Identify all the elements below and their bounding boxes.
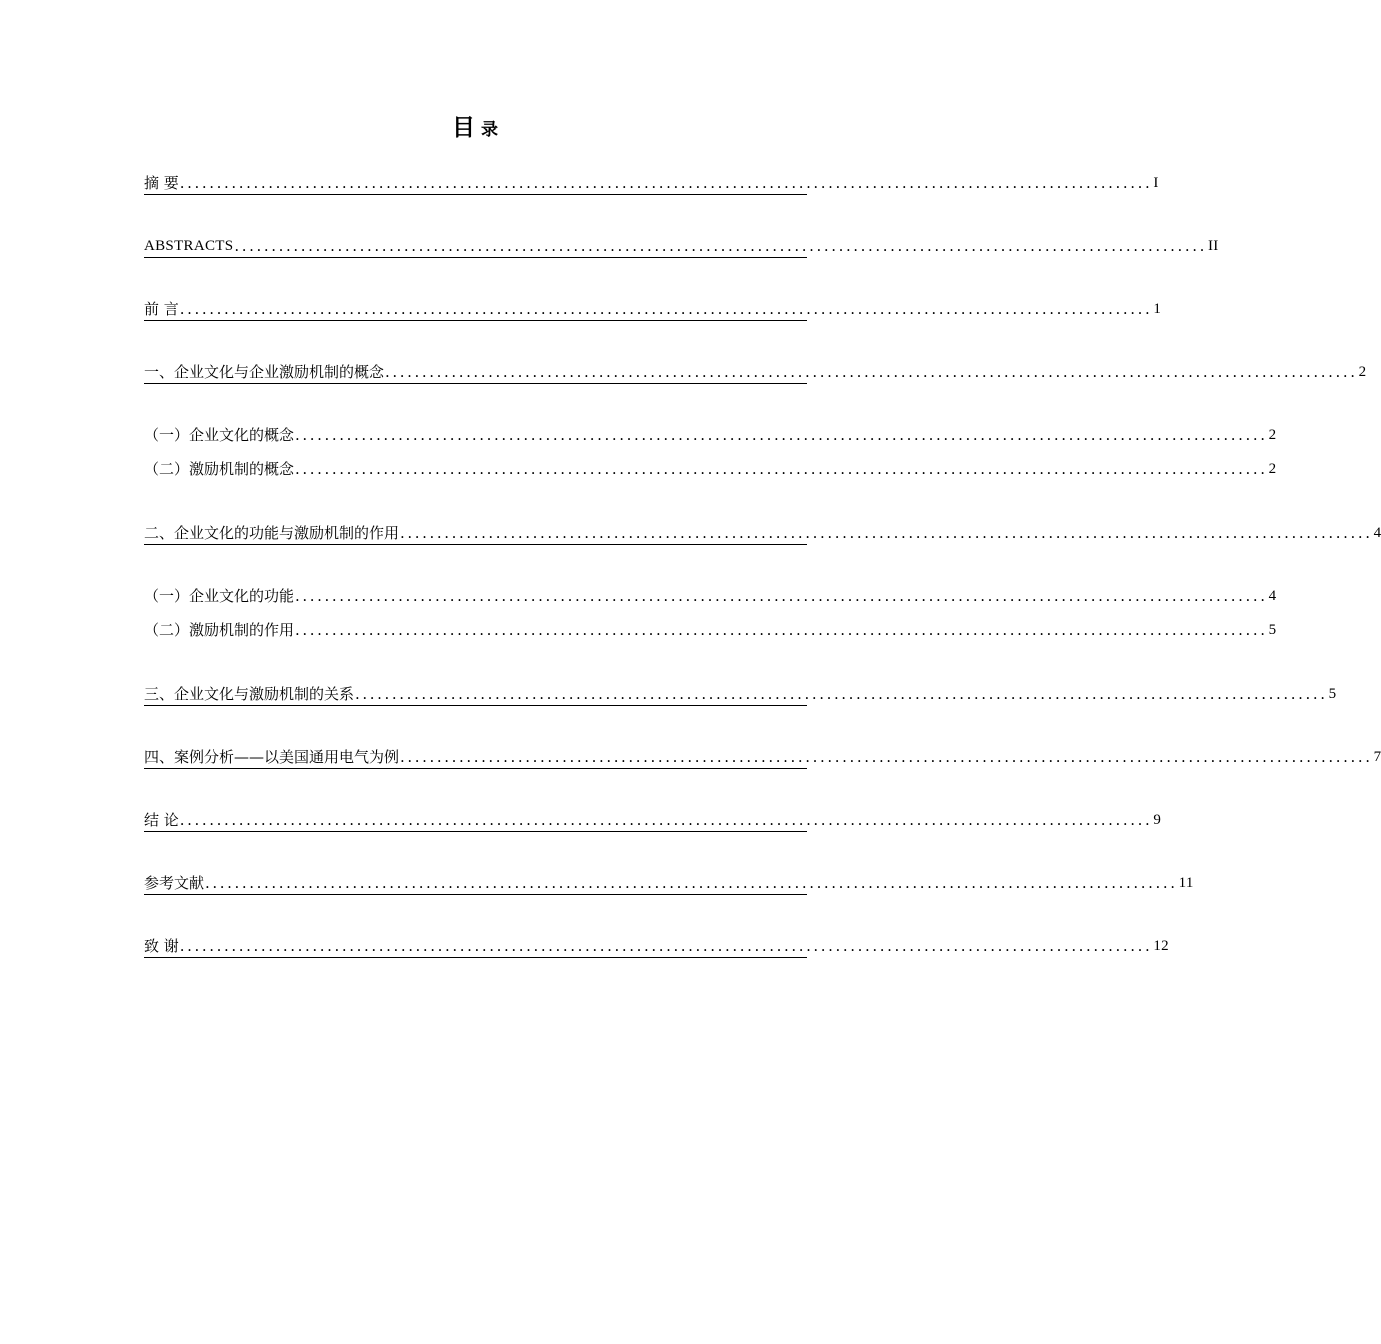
toc-entry-label: （二）激励机制的概念	[144, 460, 295, 478]
toc-leader-dots: ....................................................................................................................................	[295, 426, 1268, 444]
toc-page-number: 5	[1328, 686, 1337, 702]
toc-leader-dots: ....................................................................................................................................	[295, 621, 1268, 639]
toc-entry-section-2-2[interactable]	[144, 619, 1277, 641]
toc-page-number: 2	[1268, 461, 1277, 477]
toc-page-number: 4	[1373, 525, 1381, 541]
toc-leader-dots: ....................................................................................................................................	[179, 174, 1153, 192]
toc-leader-dots: ....................................................................................................................................	[234, 237, 1207, 255]
toc-entry-chapter-2[interactable]	[144, 522, 1381, 545]
toc-page-number: 12	[1153, 938, 1169, 954]
title-sub-char: 录	[481, 120, 498, 140]
toc-leader-dots: ....................................................................................................................................	[400, 524, 1373, 542]
toc-leader-dots: ....................................................................................................................................	[295, 460, 1268, 478]
toc-leader-dots: ....................................................................................................................................	[385, 363, 1358, 381]
toc-page-number: 4	[1268, 588, 1277, 604]
page-title	[0, 113, 950, 145]
toc-entry-chapter-1[interactable]	[144, 361, 1367, 384]
toc-entry-label: 摘 要	[144, 174, 179, 192]
toc-page-number: 2	[1358, 364, 1367, 380]
toc-entry-label: （一）企业文化的功能	[144, 587, 295, 605]
toc-leader-dots: ....................................................................................................................................	[400, 748, 1373, 766]
toc-entry-label: 致 谢	[144, 937, 179, 955]
toc-leader-dots: ....................................................................................................................................	[205, 874, 1178, 892]
toc-page-number: 9	[1153, 812, 1162, 828]
toc-page-number: I	[1153, 175, 1159, 191]
toc-page-number: 1	[1153, 301, 1162, 317]
toc-page-number: II	[1207, 238, 1219, 254]
toc-entry-preface[interactable]	[144, 298, 1162, 321]
toc-page-number: 7	[1373, 749, 1381, 765]
toc-leader-dots: ....................................................................................................................................	[355, 685, 1328, 703]
toc-entry-label: 结 论	[144, 811, 179, 829]
toc-entry-abstract-en[interactable]	[144, 235, 1219, 258]
toc-entry-section-2-1[interactable]	[144, 585, 1277, 607]
toc-entry-acknowledgements[interactable]	[144, 935, 1169, 958]
toc-entry-label: ABSTRACTS	[144, 238, 234, 254]
toc-entry-label: 参考文献	[144, 874, 205, 892]
toc-entry-label: （一）企业文化的概念	[144, 426, 295, 444]
toc-entry-label: 前 言	[144, 300, 179, 318]
toc-leader-dots: ....................................................................................................................................	[295, 587, 1268, 605]
toc-entry-section-1-2[interactable]	[144, 458, 1277, 480]
toc-entry-label: 二、企业文化的功能与激励机制的作用	[144, 524, 400, 542]
title-main-char: 目	[452, 115, 475, 141]
toc-entry-abstract-cn[interactable]	[144, 172, 1159, 195]
toc-page-number: 5	[1268, 622, 1277, 638]
toc-entry-references[interactable]	[144, 872, 1194, 895]
toc-entry-label: 三、企业文化与激励机制的关系	[144, 685, 355, 703]
toc-page-number: 2	[1268, 427, 1277, 443]
toc-page-number: 11	[1178, 875, 1194, 891]
toc-entry-conclusion[interactable]	[144, 809, 1162, 832]
toc-leader-dots: ....................................................................................................................................	[179, 300, 1153, 318]
toc-entry-chapter-4[interactable]	[144, 746, 1381, 769]
toc-entry-label: （二）激励机制的作用	[144, 621, 295, 639]
toc-entry-section-1-1[interactable]	[144, 424, 1277, 446]
toc-entry-label: 四、案例分析——以美国通用电气为例	[144, 748, 400, 766]
toc-entry-chapter-3[interactable]	[144, 683, 1337, 706]
toc-leader-dots: ....................................................................................................................................	[179, 811, 1153, 829]
toc-leader-dots: ....................................................................................................................................	[179, 937, 1153, 955]
toc-entry-label: 一、企业文化与企业激励机制的概念	[144, 363, 385, 381]
